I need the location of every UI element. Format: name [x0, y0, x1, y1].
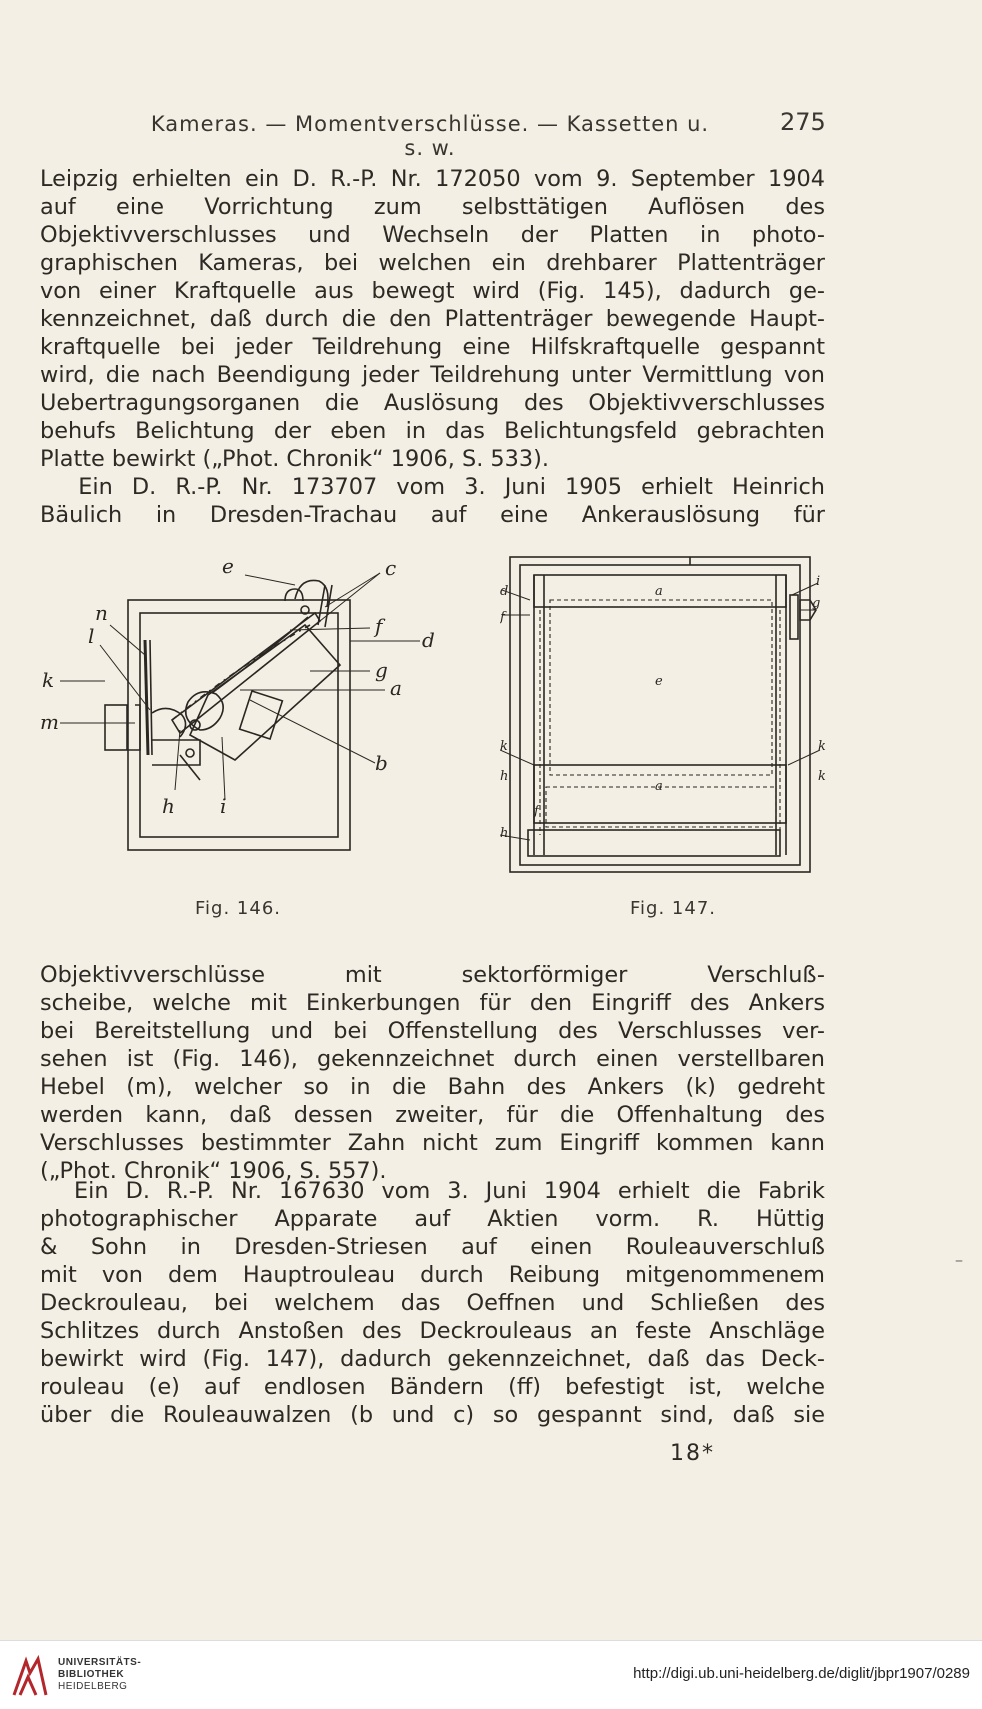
label-k-left: k [500, 739, 508, 754]
label-f-left: f [500, 610, 505, 625]
text-line: Leipzig erhielten ein D. R.-P. Nr. 172050 vom 9. September 1904 [40, 166, 825, 192]
university-library-logo-icon [8, 1655, 52, 1699]
label-d: d [422, 628, 435, 652]
label-g: g [375, 658, 388, 682]
text-line: mit von dem Hauptrouleau durch Reibung mitgenommenem [40, 1262, 825, 1288]
label-k-right-2: k [818, 769, 826, 784]
label-n: n [95, 601, 108, 625]
text-line: kennzeichnet, daß durch die den Plattenträger bewegende Haupt- [40, 306, 825, 332]
label-m: m [40, 710, 59, 734]
text-line: Verschlusses bestimmter Zahn nicht zum Eingriff kommen kann [40, 1130, 825, 1156]
library-line-3: HEIDELBERG [58, 1681, 128, 1692]
label-i: i [220, 794, 227, 818]
text-line: („Phot. Chronik“ 1906, S. 557). [40, 1158, 387, 1184]
figure-147-drawing [500, 555, 850, 885]
text-line: bewirkt wird (Fig. 147), dadurch gekennzeichnet, daß das Deck- [40, 1346, 825, 1372]
label-e: e [222, 555, 234, 578]
text-line: Schlitzes durch Anstoßen des Deckrouleaus an feste Anschläge [40, 1318, 825, 1344]
figure-147-caption: Fig. 147. [630, 898, 716, 919]
text-line: Objektivverschlüsse mit sektorförmiger Verschluß- [40, 962, 825, 988]
figure-146-drawing [40, 555, 480, 895]
text-line: Ein D. R.-P. Nr. 173707 vom 3. Juni 1905 erhielt Heinrich [40, 474, 825, 500]
label-e: e [655, 674, 663, 689]
label-i: i [816, 574, 821, 589]
library-name [58, 1657, 141, 1693]
viewer-footer [0, 1640, 982, 1709]
text-line: Deckrouleau, bei welchem das Oeffnen und Schließen des [40, 1290, 825, 1316]
text-line: bei Bereitstellung und bei Offenstellung des Verschlusses ver- [40, 1018, 825, 1044]
text-line: Bäulich in Dresden-Trachau auf eine Ankerauslösung für [40, 502, 825, 528]
text-line: Uebertragungsorganen die Auslösung des Objektivverschlusses [40, 390, 825, 416]
figure-146-caption: Fig. 146. [195, 898, 281, 919]
outer-box [510, 557, 810, 872]
text-line: werden kann, daß dessen zweiter, für die Offenhaltung des [40, 1102, 825, 1128]
text-line: wird, die nach Beendigung jeder Teildrehung unter Vermittlung von [40, 362, 825, 388]
label-a-top: a [655, 584, 663, 599]
paragraph-2 [40, 961, 825, 1185]
paragraph-3 [40, 1177, 825, 1429]
label-b: b [375, 751, 388, 775]
label-l: l [88, 624, 95, 648]
running-head: Kameras. — Momentverschlüsse. — Kassetten u. s. w. [150, 112, 710, 160]
label-d: d [500, 584, 509, 599]
label-k: k [42, 668, 55, 692]
label-h: h [162, 794, 175, 818]
text-line: graphischen Kameras, bei welchen ein drehbarer Plattenträger [40, 250, 825, 276]
text-line: Platte bewirkt („Phot. Chronik“ 1906, S. 533). [40, 446, 550, 472]
leader-e [245, 575, 295, 585]
margin-mark: – [955, 1250, 963, 1269]
page-number: 275 [780, 108, 826, 136]
label-f: f [375, 614, 383, 638]
text-line: Hebel (m), welcher so in die Bahn des Ankers (k) gedreht [40, 1074, 825, 1100]
text-line: Objektivverschlusses und Wechseln der Platten in photo- [40, 222, 825, 248]
signature-mark: 18* [670, 1441, 715, 1466]
leader-h [175, 730, 180, 790]
leader-c [325, 573, 380, 607]
library-line-1: UNIVERSITÄTS- [58, 1657, 142, 1668]
text-line: sehen ist (Fig. 146), gekennzeichnet durch einen verstellbaren [40, 1046, 825, 1072]
text-line: über die Rouleauwalzen (b und c) so gespannt sind, daß sie [40, 1402, 825, 1428]
text-line: behufs Belichtung der eben in das Belichtungsfeld gebrachten [40, 418, 825, 444]
leader-i [222, 737, 225, 800]
text-line: kraftquelle bei jeder Teildrehung eine Hilfskraftquelle gespannt [40, 334, 825, 360]
label-k-right: k [818, 739, 826, 754]
label-f-bottom: f [534, 804, 539, 819]
roller-bottom [534, 765, 786, 823]
label-h: h [500, 769, 509, 784]
text-line: photographischer Apparate auf Aktien vorm. R. Hüttig [40, 1206, 825, 1232]
label-a: a [390, 676, 402, 700]
text-line: scheibe, welche mit Einkerbungen für den Eingriff des Ankers [40, 990, 825, 1016]
text-line: Ein D. R.-P. Nr. 167630 vom 3. Juni 1904 erhielt die Fabrik [40, 1178, 825, 1204]
text-line: von einer Kraftquelle aus bewegt wird (Fig. 145), dadurch ge- [40, 278, 825, 304]
text-line: & Sohn in Dresden-Striesen auf einen Rouleauverschluß [40, 1234, 825, 1260]
text-line: rouleau (e) auf endlosen Bändern (ff) befestigt ist, welche [40, 1374, 825, 1400]
leader-f [290, 628, 370, 630]
leader-l [100, 645, 150, 710]
text-line: auf eine Vorrichtung zum selbsttätigen Auflösen des [40, 194, 825, 220]
label-g: g [812, 596, 821, 611]
leader-b [250, 700, 375, 763]
permalink-url[interactable]: http://digi.ub.uni-heidelberg.de/diglit/jbpr1907/0289 [633, 1665, 970, 1682]
label-a-bottom: a [655, 779, 663, 794]
label-c: c [385, 556, 397, 580]
library-line-2: BIBLIOTHEK [58, 1669, 125, 1680]
label-h-bottom: h [500, 826, 509, 841]
paragraph-1 [40, 165, 825, 529]
